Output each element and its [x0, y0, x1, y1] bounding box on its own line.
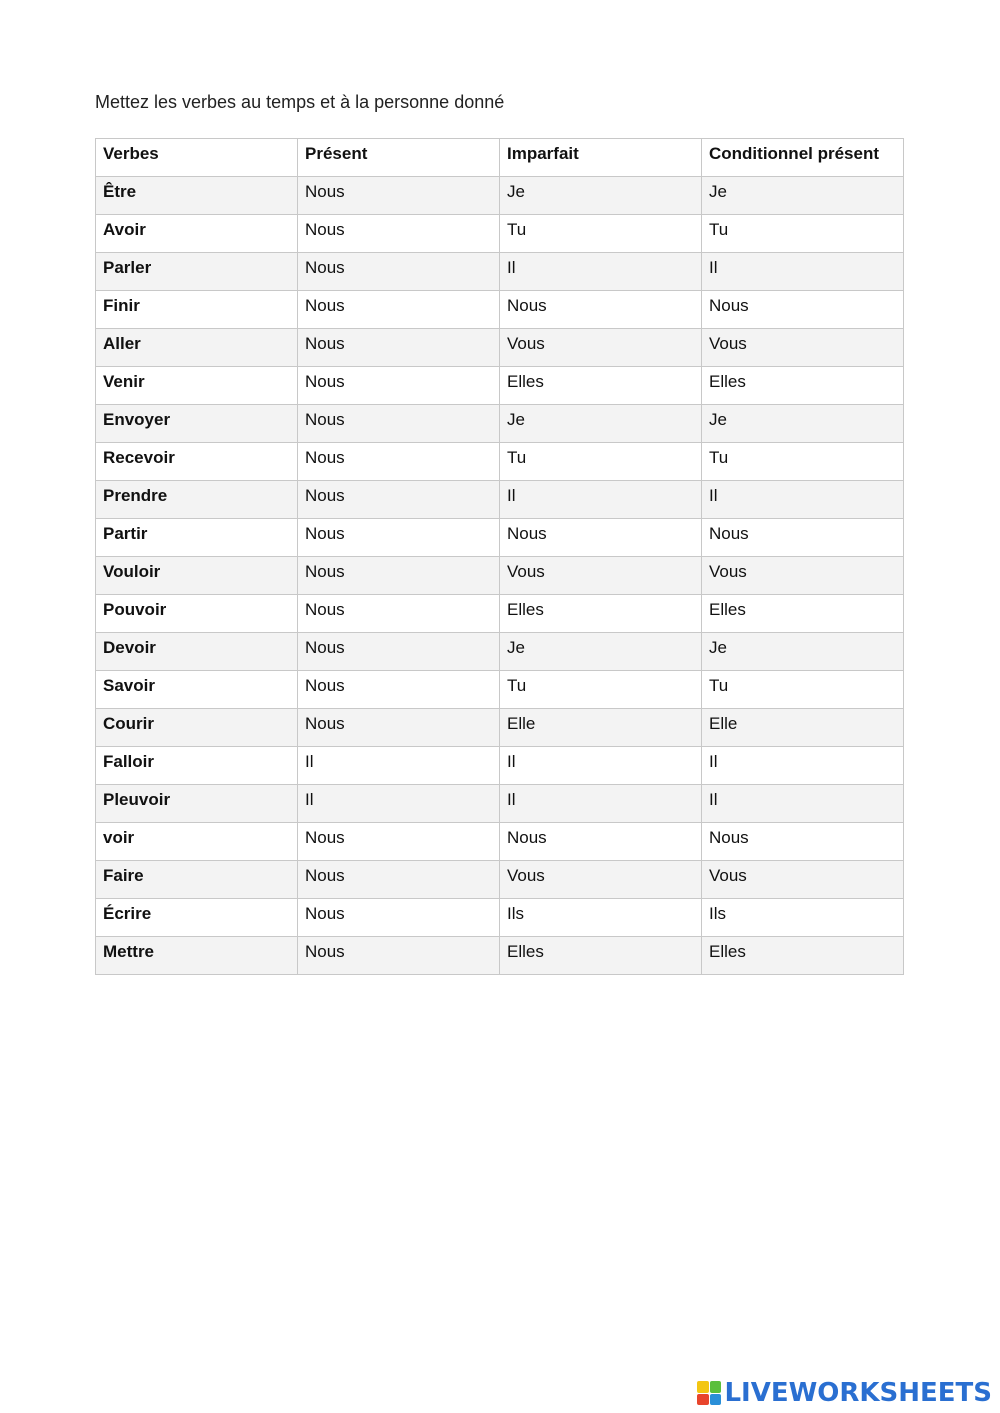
cell-conditionnel: Nous: [702, 291, 904, 329]
cell-verb: Prendre: [96, 481, 298, 519]
cell-present: Nous: [298, 405, 500, 443]
cell-verb: Aller: [96, 329, 298, 367]
cell-present: Nous: [298, 329, 500, 367]
cell-imparfait: Nous: [500, 291, 702, 329]
cell-present: Nous: [298, 291, 500, 329]
cell-imparfait: Tu: [500, 443, 702, 481]
cell-conditionnel: Il: [702, 253, 904, 291]
cell-present: Nous: [298, 519, 500, 557]
cell-present: Nous: [298, 177, 500, 215]
cell-imparfait: Il: [500, 747, 702, 785]
table-row: [96, 291, 904, 329]
table-row: [96, 557, 904, 595]
table-row: [96, 899, 904, 937]
cell-present: Nous: [298, 481, 500, 519]
cell-imparfait: Tu: [500, 215, 702, 253]
cell-present: Nous: [298, 367, 500, 405]
table-row: [96, 329, 904, 367]
cell-present: Nous: [298, 709, 500, 747]
cell-conditionnel: Vous: [702, 329, 904, 367]
table-row: [96, 671, 904, 709]
cell-conditionnel: Elle: [702, 709, 904, 747]
cell-conditionnel: Elles: [702, 937, 904, 975]
cell-conditionnel: Il: [702, 481, 904, 519]
table-row: [96, 823, 904, 861]
header-row: [96, 139, 904, 177]
logo-square-blue: [710, 1394, 722, 1406]
cell-verb: Venir: [96, 367, 298, 405]
cell-verb: Envoyer: [96, 405, 298, 443]
brand-text: LIVEWORKSHEETS: [724, 1378, 992, 1408]
cell-imparfait: Il: [500, 481, 702, 519]
cell-present: Nous: [298, 253, 500, 291]
table-row: [96, 177, 904, 215]
table-row: [96, 937, 904, 975]
cell-conditionnel: Nous: [702, 519, 904, 557]
cell-present: Nous: [298, 595, 500, 633]
cell-present: Nous: [298, 443, 500, 481]
header-verbes: Verbes: [96, 139, 298, 177]
table-row: [96, 481, 904, 519]
cell-present: Nous: [298, 671, 500, 709]
cell-present: Nous: [298, 899, 500, 937]
cell-present: Nous: [298, 557, 500, 595]
cell-verb: Écrire: [96, 899, 298, 937]
cell-imparfait: Nous: [500, 519, 702, 557]
cell-conditionnel: Tu: [702, 671, 904, 709]
logo-square-red: [697, 1394, 709, 1406]
cell-present: Nous: [298, 215, 500, 253]
header-imparfait: Imparfait: [500, 139, 702, 177]
table-row: [96, 785, 904, 823]
cell-verb: Être: [96, 177, 298, 215]
cell-conditionnel: Elles: [702, 367, 904, 405]
header-conditionnel-present: Conditionnel présent: [702, 139, 904, 177]
page-title: Mettez les verbes au temps et à la personne donné: [95, 92, 505, 112]
table-row: [96, 405, 904, 443]
table-header: [96, 139, 904, 177]
cell-verb: Partir: [96, 519, 298, 557]
conjugation-table: [95, 138, 904, 975]
cell-verb: Pleuvoir: [96, 785, 298, 823]
cell-imparfait: Je: [500, 633, 702, 671]
cell-imparfait: Vous: [500, 861, 702, 899]
cell-conditionnel: Vous: [702, 861, 904, 899]
cell-present: Nous: [298, 633, 500, 671]
table-row: [96, 709, 904, 747]
cell-imparfait: Il: [500, 253, 702, 291]
cell-imparfait: Vous: [500, 557, 702, 595]
table-row: [96, 861, 904, 899]
liveworksheets-brand: [697, 1379, 992, 1407]
cell-imparfait: Nous: [500, 823, 702, 861]
cell-verb: Recevoir: [96, 443, 298, 481]
cell-conditionnel: Il: [702, 747, 904, 785]
logo-square-yellow: [697, 1381, 709, 1393]
cell-conditionnel: Elles: [702, 595, 904, 633]
table-row: [96, 595, 904, 633]
cell-conditionnel: Il: [702, 785, 904, 823]
table-row: [96, 215, 904, 253]
table-row: [96, 253, 904, 291]
cell-conditionnel: Je: [702, 633, 904, 671]
cell-imparfait: Il: [500, 785, 702, 823]
cell-conditionnel: Vous: [702, 557, 904, 595]
cell-verb: Savoir: [96, 671, 298, 709]
table-row: [96, 747, 904, 785]
cell-imparfait: Elles: [500, 937, 702, 975]
cell-verb: Mettre: [96, 937, 298, 975]
cell-imparfait: Vous: [500, 329, 702, 367]
cell-imparfait: Elles: [500, 367, 702, 405]
cell-verb: voir: [96, 823, 298, 861]
cell-verb: Vouloir: [96, 557, 298, 595]
cell-present: Nous: [298, 823, 500, 861]
cell-conditionnel: Tu: [702, 215, 904, 253]
cell-conditionnel: Je: [702, 177, 904, 215]
cell-present: Il: [298, 747, 500, 785]
cell-verb: Avoir: [96, 215, 298, 253]
cell-imparfait: Elles: [500, 595, 702, 633]
table-row: [96, 519, 904, 557]
cell-conditionnel: Je: [702, 405, 904, 443]
logo-square-green: [710, 1381, 722, 1393]
cell-present: Il: [298, 785, 500, 823]
cell-imparfait: Je: [500, 177, 702, 215]
table-body: [96, 177, 904, 975]
table-row: [96, 443, 904, 481]
cell-imparfait: Elle: [500, 709, 702, 747]
cell-imparfait: Je: [500, 405, 702, 443]
cell-verb: Falloir: [96, 747, 298, 785]
table-row: [96, 367, 904, 405]
liveworksheets-logo-icon: [697, 1381, 721, 1405]
table-row: [96, 633, 904, 671]
cell-present: Nous: [298, 937, 500, 975]
cell-verb: Faire: [96, 861, 298, 899]
cell-verb: Courir: [96, 709, 298, 747]
cell-conditionnel: Tu: [702, 443, 904, 481]
cell-verb: Pouvoir: [96, 595, 298, 633]
cell-present: Nous: [298, 861, 500, 899]
cell-verb: Finir: [96, 291, 298, 329]
cell-conditionnel: Nous: [702, 823, 904, 861]
cell-verb: Parler: [96, 253, 298, 291]
cell-verb: Devoir: [96, 633, 298, 671]
cell-imparfait: Tu: [500, 671, 702, 709]
cell-conditionnel: Ils: [702, 899, 904, 937]
header-present: Présent: [298, 139, 500, 177]
cell-imparfait: Ils: [500, 899, 702, 937]
